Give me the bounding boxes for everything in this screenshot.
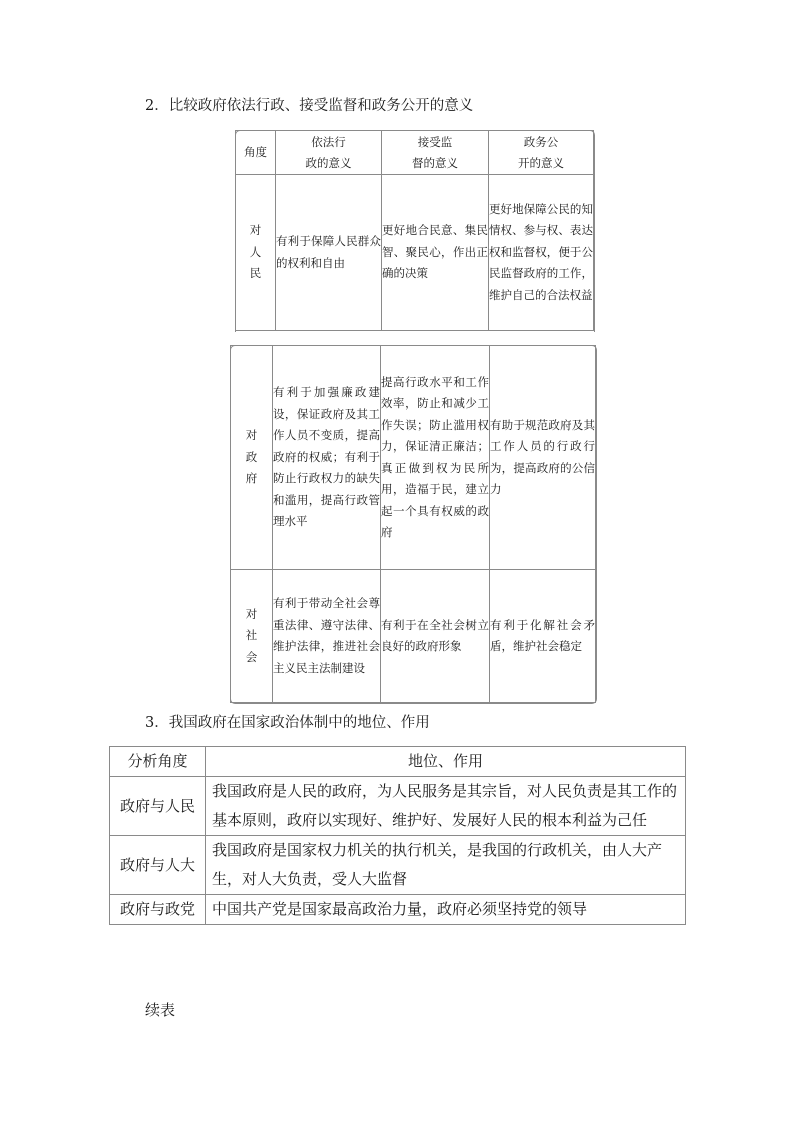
status-role-table	[109, 746, 686, 925]
table-header-row	[236, 131, 594, 175]
header-analysis-angle: 分析角度	[110, 747, 206, 777]
cell-law: 有利于加强廉政建设，保证政府及其工作人员不变质，提高政府的权威；有利于防止行政权力的缺失和滥用，提高行政管理水平	[273, 346, 381, 570]
header-angle: 角度	[236, 131, 276, 175]
cell-supervision: 有利于在全社会树立良好的政府形象	[381, 570, 490, 703]
cell-openness: 更好地保障公民的知情权、参与权、表达权和监督权，便于公民监督政府的工作，维护自己的合法权益	[489, 175, 594, 331]
section2-heading: 2．比较政府依法行政、接受监督和政务公开的意义	[145, 98, 474, 114]
comparison-table-part2	[230, 345, 596, 703]
cell-supervision: 提高行政水平和工作效率，防止和减少工作失误；防止滥用权力，保证清正廉洁；真正做到权为民所用，造福于民，建立起一个具有权威的政府	[381, 346, 490, 570]
cell-openness: 有助于规范政府及其工作人员的行政行为，提高政府的公信力	[490, 346, 596, 570]
header-supervision: 接受监 督的意义	[382, 131, 489, 175]
table-row	[231, 570, 596, 703]
cell-supervision: 更好地合民意、集民智、聚民心，作出正确的决策	[382, 175, 489, 331]
row-content: 中国共产党是国家最高政治力量，政府必须坚持党的领导	[206, 895, 686, 925]
header-law: 依法行 政的意义	[276, 131, 382, 175]
row-content: 我国政府是国家权力机关的执行机关，是我国的行政机关，由人大产生，对人大负责，受人大监督	[206, 836, 686, 895]
table-header-row	[110, 747, 686, 777]
row-angle: 对社会	[231, 570, 273, 703]
cell-law: 有利于保障人民群众的权利和自由	[276, 175, 382, 331]
table-row	[236, 175, 594, 331]
row-angle: 对人民	[236, 175, 276, 331]
comparison-table-part1	[235, 130, 594, 331]
row-angle: 对政府	[231, 346, 273, 570]
cell-law: 有利于带动全社会尊重法律、遵守法律、维护法律，推进社会主义民主法制建设	[273, 570, 381, 703]
cell-openness: 有利于化解社会矛盾，维护社会稳定	[490, 570, 596, 703]
table-row	[110, 777, 686, 836]
continued-label: 续表	[145, 1001, 176, 1019]
table-row	[110, 895, 686, 925]
row-angle: 政府与政党	[110, 895, 206, 925]
row-angle: 政府与人大	[110, 836, 206, 895]
header-status-role: 地位、作用	[206, 747, 686, 777]
row-content: 我国政府是人民的政府，为人民服务是其宗旨，对人民负责是其工作的基本原则，政府以实现好、维护好、发展好人民的根本利益为己任	[206, 777, 686, 836]
table-row	[110, 836, 686, 895]
header-openness: 政务公 开的意义	[489, 131, 594, 175]
section3-heading: 3．我国政府在国家政治体制中的地位、作用	[145, 715, 430, 731]
table-row	[231, 346, 596, 570]
row-angle: 政府与人民	[110, 777, 206, 836]
